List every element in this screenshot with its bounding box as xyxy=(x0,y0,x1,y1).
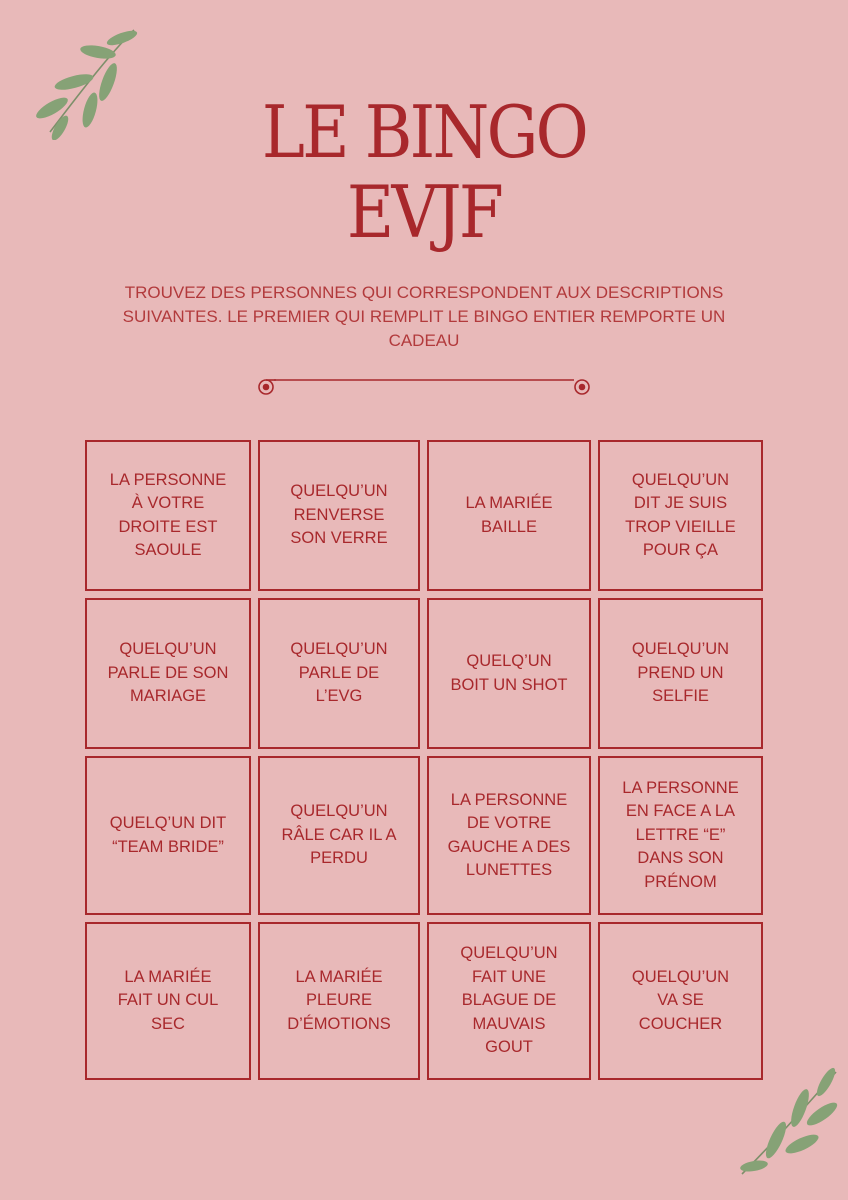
bingo-cell[interactable] xyxy=(427,922,591,1080)
leaf-branch-icon xyxy=(736,1064,846,1180)
title-line-2: EVJF xyxy=(346,170,502,254)
bingo-cell[interactable] xyxy=(85,756,251,915)
bingo-cell[interactable] xyxy=(258,756,420,915)
bingo-cell[interactable] xyxy=(427,440,591,591)
title-line-1: LE BINGO xyxy=(261,90,587,174)
bingo-grid xyxy=(85,440,763,1080)
bingo-cell[interactable] xyxy=(258,598,420,749)
bingo-cell[interactable] xyxy=(85,440,251,591)
bingo-cell-label: QUELQU’UN PARLE DE L’EVG xyxy=(290,640,388,706)
instructions-text: TROUVEZ DES PERSONNES QUI CORRESPONDENT AUX DESCRIPTIONS SUIVANTES. LE PREMIER QUI REMPLIT LE BINGO ENTIER REMPORTE UN CADEAU xyxy=(122,283,726,350)
bingo-cell-label: QUELQ’UN DIT “TEAM BRIDE” xyxy=(109,814,227,856)
bingo-cell[interactable] xyxy=(598,756,763,915)
page-title xyxy=(42,92,805,252)
bingo-cell-label: QUELQU’UN DIT JE SUIS TROP VIEILLE POUR ÇA xyxy=(625,470,736,559)
scroll-divider-icon xyxy=(256,375,592,397)
bingo-cell[interactable] xyxy=(598,922,763,1080)
bingo-cell[interactable] xyxy=(85,598,251,749)
bingo-cell[interactable] xyxy=(258,440,420,591)
bingo-cell-label: QUELQU’UN RENVERSE SON VERRE xyxy=(290,482,388,548)
bingo-cell[interactable] xyxy=(427,598,591,749)
bingo-cell[interactable] xyxy=(598,440,763,591)
bingo-cell-label: LA PERSONNE À VOTRE DROITE EST SAOULE xyxy=(109,470,227,559)
bingo-cell-label: QUELQU’UN VA SE COUCHER xyxy=(631,967,730,1033)
bingo-cell-label: LA PERSONNE DE VOTRE GAUCHE A DES LUNETTES xyxy=(447,790,571,879)
bingo-cell-label: QUELQ’UN BOIT UN SHOT xyxy=(450,652,568,694)
bingo-cell-label: LA MARIÉE FAIT UN CUL SEC xyxy=(117,967,219,1033)
bingo-cell-label: LA PERSONNE EN FACE A LA LETTRE “E” DANS SON PRÉNOM xyxy=(622,778,739,891)
bingo-cell-label: LA MARIÉE BAILLE xyxy=(465,494,553,536)
bingo-cell[interactable] xyxy=(598,598,763,749)
bingo-cell-label: QUELQU’UN PARLE DE SON MARIAGE xyxy=(107,640,229,706)
bingo-cell-label: LA MARIÉE PLEURE D’ÉMOTIONS xyxy=(287,967,391,1033)
bingo-cell[interactable] xyxy=(258,922,420,1080)
bingo-cell-label: QUELQU’UN FAIT UNE BLAGUE DE MAUVAIS GOUT xyxy=(460,944,558,1057)
bingo-cell-label: QUELQU’UN PREND UN SELFIE xyxy=(631,640,730,706)
bingo-cell-label: QUELQU’UN RÂLE CAR IL A PERDU xyxy=(281,802,397,868)
bingo-cell[interactable] xyxy=(85,922,251,1080)
bingo-cell[interactable] xyxy=(427,756,591,915)
